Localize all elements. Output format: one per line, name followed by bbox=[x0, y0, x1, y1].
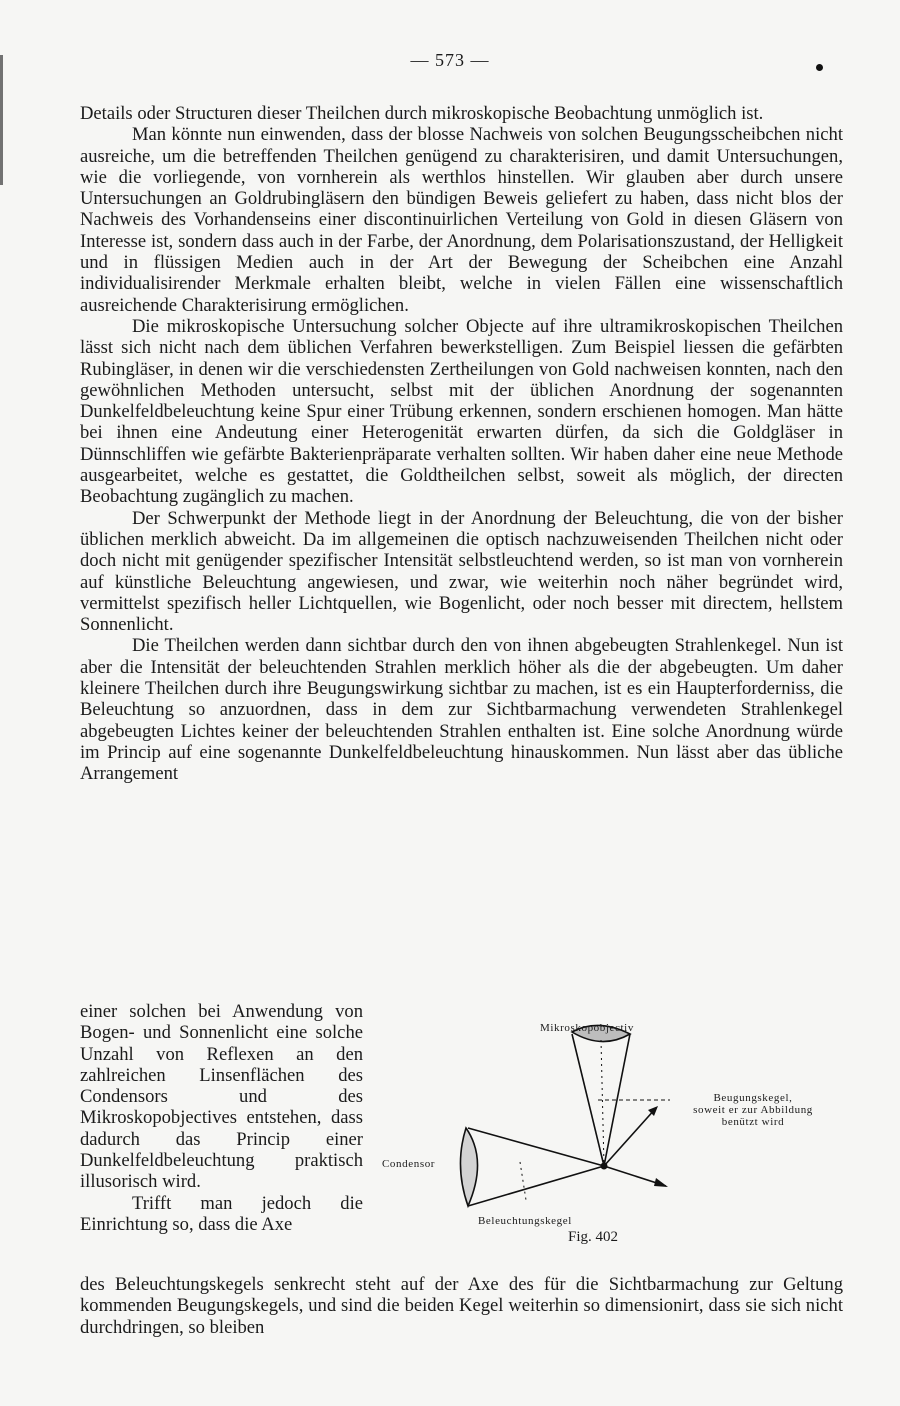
paragraph: einer solchen bei Anwendung von Bogen- und Sonnenlicht eine solche Unzahl von Reflexen an den zahlreichen Linsenflächen des Condensors und des Mikroskopobjectives entstehen, dass dadurch das Princip einer Dunkelfeldbeleuchtung praktisch illusorisch wird. bbox=[80, 1001, 363, 1193]
illumination-cone-top bbox=[468, 1128, 604, 1166]
label-illumination-cone: Beleuchtungskegel bbox=[478, 1215, 572, 1227]
paragraph: Der Schwerpunkt der Methode liegt in der Anordnung der Beleuchtung, die von der bisher üblichen merklich abweicht. Da im allgemeinen die optisch nachzuweisenden Theilchen nicht oder doch nicht mit genügender spezifischer Intensität selbstleuchtend werden, so ist man von vornherein auf künstliche Beleuchtung angewiesen, und zwar, wie weiterhin noch näher begründet wird, vermittelst spezifisch heller Lichtquellen, wie Bogenlicht, oder noch besser mit directem, hellstem Sonnenlicht. bbox=[80, 507, 843, 636]
condenser-lens-shape bbox=[460, 1128, 477, 1206]
label-condenser: Condensor bbox=[382, 1158, 436, 1170]
figure-402 bbox=[350, 1010, 860, 1250]
illumination-cone-bottom bbox=[468, 1166, 604, 1206]
figure-caption: Fig. 402 bbox=[568, 1229, 619, 1245]
paragraph: Man könnte nun einwenden, dass der blosse Nachweis von solchen Beugungsscheibchen nicht ausreiche, um die betreffenden Theilchen genügend zu charakterisiren, und damit Untersuchungen, wie die vorliegende, von vornherein als werthlos hinstellen. Wir glauben aber durch unsere Untersuchungen an Goldrubingläsern den bündigen Beweis geliefert zu haben, dass nicht blos der Nachweis des Vorhandenseins einer discontinuirlichen Verteilung von Gold in diesen Gläsern von Interesse ist, sondern dass auch in der Farbe, der Anordnung, dem Polarisationszustand, der Helligkeit und in flüssigen Medien auch in der Art der Bewegung der Scheibchen eine Anzahl individualisirender Merkmale erhalten bleibt, welche in vielen Fällen eine wissenschaftlich ausreichende Charakterisirung ermöglichen. bbox=[80, 124, 843, 316]
paragraph: Trifft man jedoch die Einrichtung so, dass die Axe bbox=[80, 1192, 363, 1235]
scan-edge-mark bbox=[0, 55, 3, 185]
diffraction-axis bbox=[601, 1040, 604, 1166]
paragraph: Die Theilchen werden dann sichtbar durch den von ihnen abgebeugten Strahlenkegel. Nun ist aber die Intensität der beleuchtenden Strahlen merklich höher als die der abgebeugten. Um daher kleinere Theilchen durch ihre Beugungswirkung sichtbar zu machen, ist es ein Haupterforderniss, die Beleuchtung so anzuordnen, dass in dem zur Sichtbarmachung verwendeten Strahlenkegel abgebeugten Lichtes keiner der beleuchtenden Strahlen enthalten ist. Eine solche Anordnung würde im Princip auf eine sogenannte Dunkelfeldbeleuchtung hinauskommen. Nun lässt aber das übliche Arrangement bbox=[80, 635, 843, 785]
main-text-block bbox=[80, 103, 843, 785]
page-number: — 573 — bbox=[410, 50, 490, 70]
upper-ray bbox=[604, 1108, 656, 1166]
paragraph: Die mikroskopische Untersuchung solcher Objecte auf ihre ultramikroskopischen Theilchen lässt sich nicht nach dem üblichen Verfahren bewerkstelligen. Zum Beispiel liessen die gefärbten Rubingläser, in denen wir die verschiedensten Zertheilungen von Gold nachweisen konnten, nach den gewöhnlichen Methoden untersucht, selbst mit der üblichen Anordnung der sogenannten Dunkelfeldbeleuchtung keine Spur einer Trübung erkennen, sondern erschienen homogen. Man hätte bei ihnen eine Andeutung einer Heterogenität erwarten dürfen, da sich die Goldgläser in Dünnschliffen wie gefärbte Bakterienpräparate verhalten sollten. Wir haben daher eine neue Methode ausgearbeitet, welche es gestattet, die Goldtheilchen selbst, soweit als möglich, der directen Beobachtung zugänglich zu machen. bbox=[80, 315, 843, 508]
illumination-axis bbox=[520, 1162, 526, 1200]
bottom-text-block bbox=[80, 1274, 843, 1338]
label-diffraction-line: benützt wird bbox=[721, 1116, 785, 1128]
label-diffraction-line: Beugungskegel, bbox=[713, 1092, 793, 1104]
left-column-text bbox=[80, 1001, 363, 1235]
particle-point bbox=[601, 1163, 608, 1170]
optics-diagram bbox=[350, 1010, 860, 1250]
paragraph: des Beleuchtungskegels senkrecht steht auf der Axe des für die Sichtbarmachung zur Geltung kommenden Beugungskegels, und sind die beiden Kegel weiterhin so dimensionirt, dass sie sich nicht durchdringen, so bleiben bbox=[80, 1274, 843, 1338]
label-diffraction-cone bbox=[678, 1092, 828, 1128]
paragraph: Details oder Structuren dieser Theilchen durch mikroskopische Beobachtung unmöglich ist. bbox=[80, 103, 764, 124]
exit-arrowhead bbox=[654, 1178, 668, 1187]
label-objective: Mikroskopobjectiv bbox=[540, 1022, 634, 1034]
label-diffraction-line: soweit er zur Abbildung bbox=[693, 1104, 813, 1116]
